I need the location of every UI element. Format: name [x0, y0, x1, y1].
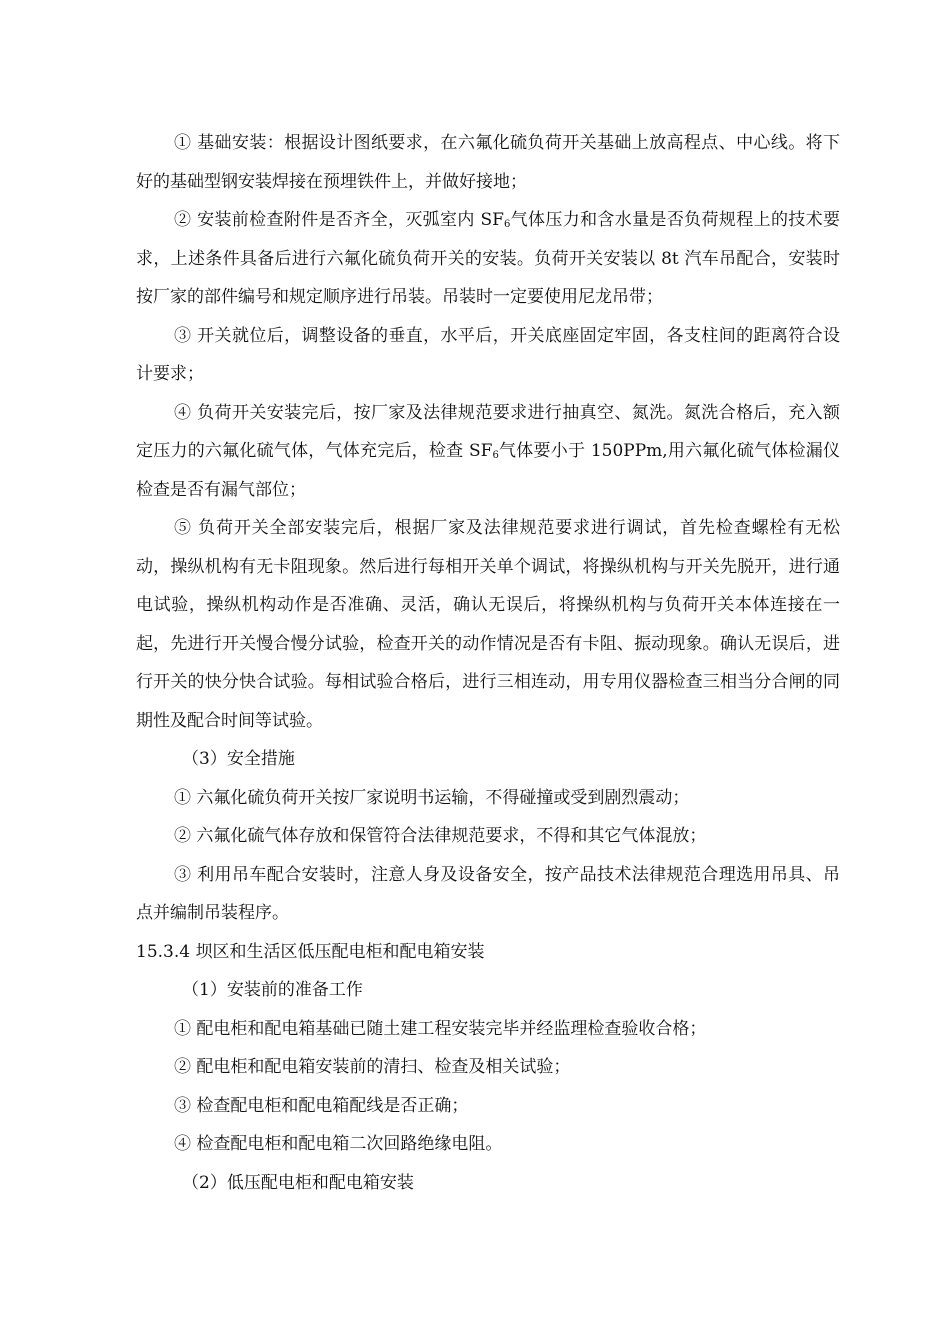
para-prep-cleaning: ② 配电柜和配电箱安装前的清扫、检查及相关试验； — [174, 1057, 571, 1077]
para-debugging: ⑤ 负荷开关全部安装完后，根据厂家及法律规范要求进行调试，首先检查螺栓有无松动，操纵机构有无卡阻现象。然后进行每相开关单个调试，将操纵机构与开关先脱开，进行通电试验，操纵机构动作是否准确、灵活，确认无误后，将操纵机构与负荷开关本体连接在一起，先进行开关慢合慢分试验，检查开关的动作情况是否有卡阻、振动现象。确认无误后，进行开关的快分快合试验。每相试验合格后，进行三相连动，用专用仪器检查三相当分合闸的同期性及配合时间等试验。 — [136, 518, 840, 731]
heading-safety-measures: （3）安全措施 — [182, 749, 295, 769]
para-safety-transport: ① 六氟化硫负荷开关按厂家说明书运输，不得碰撞或受到剧烈震动； — [174, 787, 690, 808]
para-foundation-install: ① 基础安装：根据设计图纸要求，在六氟化硫负荷开关基础上放高程点、中心线。将下好的基础型钢安装焊接在预埋铁件上，并做好接地； — [136, 133, 840, 192]
para-switch-positioning: ③ 开关就位后，调整设备的垂直，水平后，开关底座固定牢固，各支柱间的距离符合设计要求； — [136, 325, 840, 384]
para-pre-install-check: ② 安装前检查附件是否齐全，灭弧室内 $SF_6$气体压力和含水量是否负荷规程上的技术要求，上述条件具备后进行六氟化硫负荷开关的安装。负荷开关安装以 8t 汽车吊配合，安装时按厂家的部件编号和规定顺序进行吊装。吊装时一定要使用尼龙吊带； — [136, 210, 840, 307]
para-prep-wiring: ③ 检查配电柜和配电箱配线是否正确； — [174, 1095, 469, 1116]
para-safety-gas-storage: ② 六氟化硫气体存放和保管符合法律规范要求，不得和其它气体混放； — [174, 826, 707, 846]
para-safety-crane: ③ 利用吊车配合安装时，注意人身及设备安全，按产品技术法律规范合理选用吊具、吊点并编制吊装程序。 — [136, 864, 840, 923]
para-vacuum-nitrogen: ④ 负荷开关安装完后，按厂家及法律规范要求进行抽真空、氮洗。氮洗合格后，充入额定压力的六氟化硫气体，气体充完后，检查 $SF_6$气体要小于 150PPm,用六氟化硫气体检漏仪检查是否有漏气部位； — [136, 402, 840, 500]
document-page — [136, 124, 840, 1202]
para-prep-foundation: ① 配电柜和配电箱基础已随土建工程安装完毕并经监理检查验收合格； — [174, 1018, 707, 1039]
para-prep-insulation: ④ 检查配电柜和配电箱二次回路绝缘电阻。 — [174, 1134, 503, 1154]
heading-low-voltage-install: （2）低压配电柜和配电箱安装 — [182, 1172, 414, 1193]
section-heading-15-3-4: 15.3.4 坝区和生活区低压配电柜和配电箱安装 — [136, 941, 485, 962]
heading-preparation: （1）安装前的准备工作 — [182, 980, 363, 1000]
